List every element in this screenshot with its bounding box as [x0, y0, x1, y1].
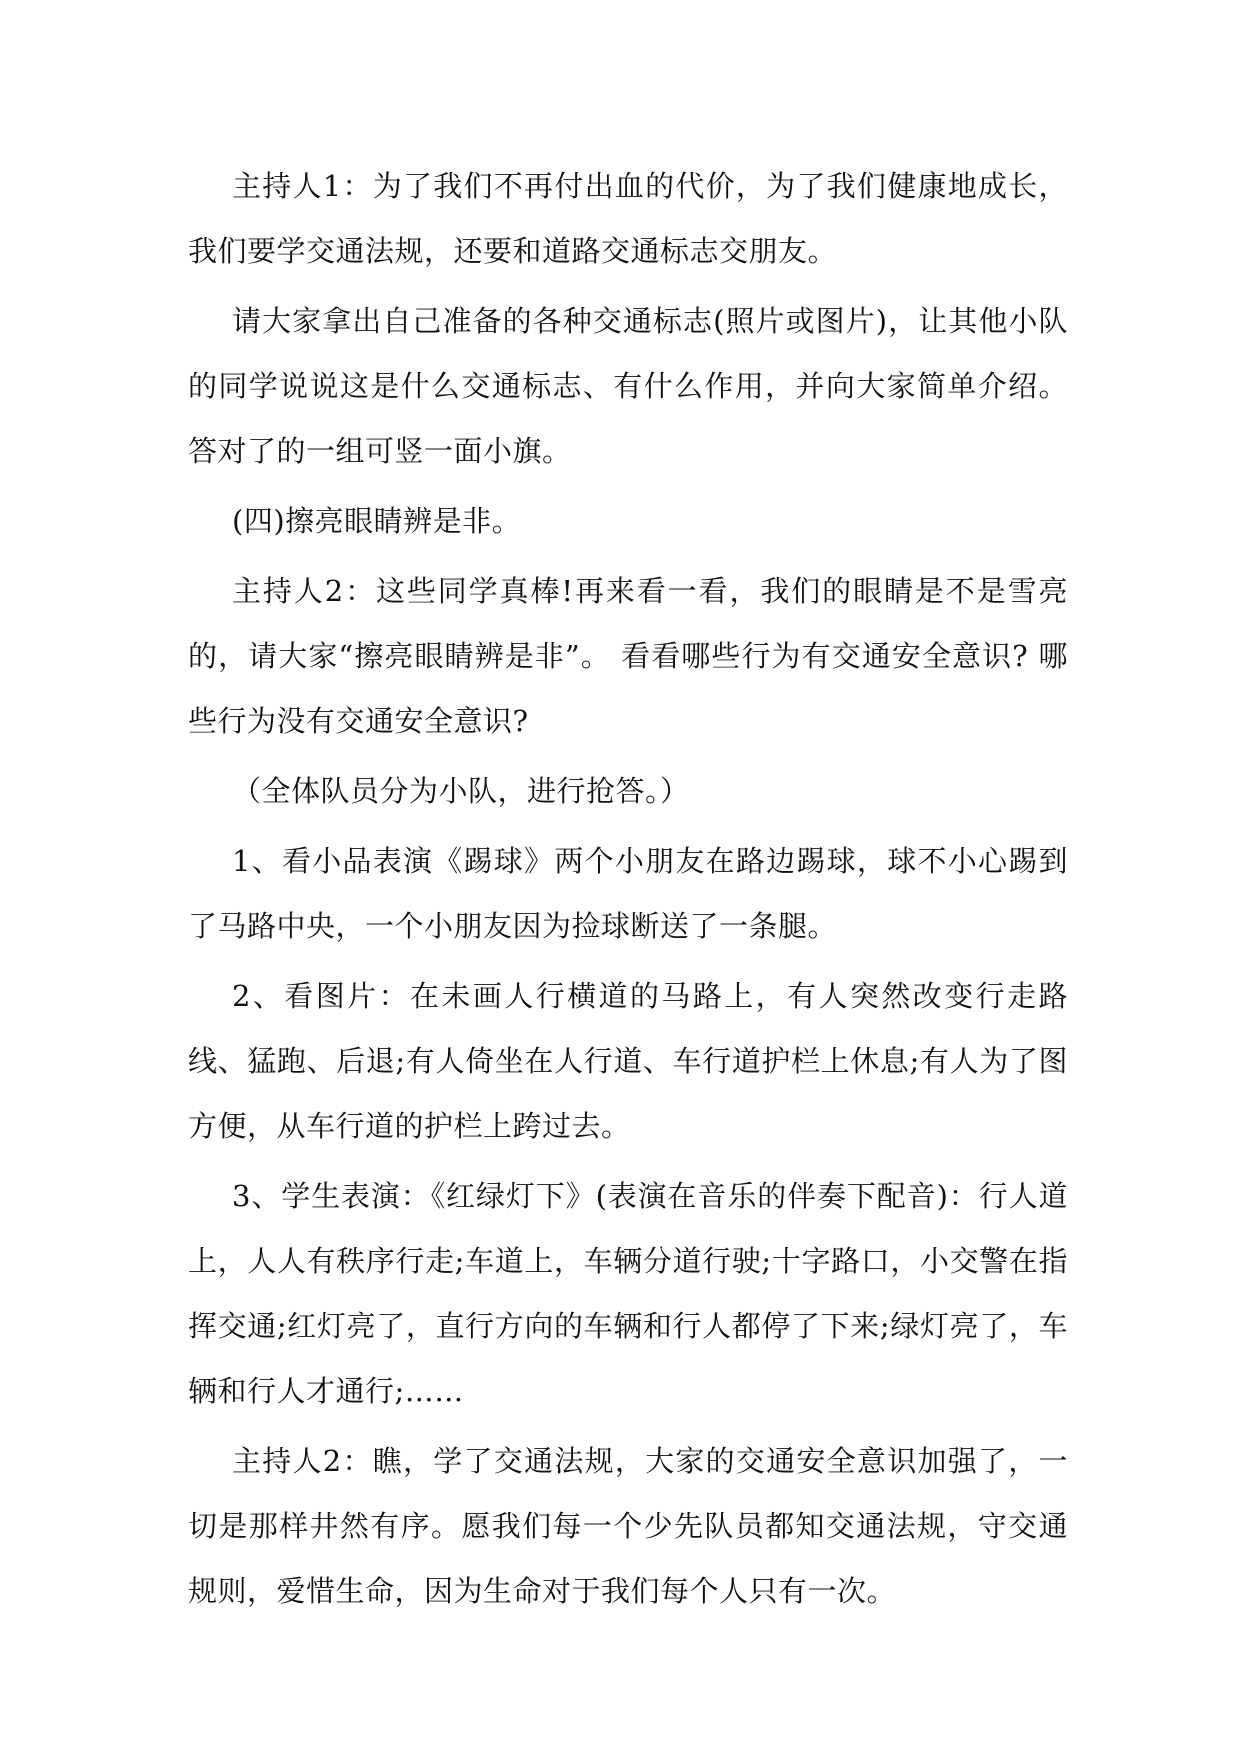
paragraph-team-quiz-note: （全体队员分为小队，进行抢答。）	[232, 774, 690, 808]
list-item-2-pictures: 2、看图片：在未画人行横道的马路上，有人突然改变行走路线、猛跑、后退;有人倚坐在人行道、车行道护栏上休息;有人为了图方便，从车行道的护栏上跨过去。	[188, 979, 1068, 1143]
paragraph-host2-closing: 主持人2：瞧，学了交通法规，大家的交通安全意识加强了，一切是那样井然有序。愿我们每一个少先队员都知交通法规，守交通规则，爱惜生命，因为生命对于我们每个人只有一次。	[188, 1444, 1068, 1608]
paragraph-host1-intro: 主持人1：为了我们不再付出血的代价，为了我们健康地成长，我们要学交通法规，还要和道路交通标志交朋友。	[188, 169, 1068, 268]
list-item-3-performance: 3、学生表演：《红绿灯下》(表演在音乐的伴奏下配音)：行人道上，人人有秩序行走;车道上，车辆分道行驶;十字路口，小交警在指挥交通;红灯亮了，直行方向的车辆和行人都停了下来;绿灯亮了，车辆和行人才通行;……	[188, 1179, 1068, 1408]
document-body	[188, 154, 1068, 1629]
list-item-1-skit: 1、看小品表演《踢球》两个小朋友在路边踢球，球不小心踢到了马路中央，一个小朋友因为捡球断送了一条腿。	[188, 844, 1068, 943]
paragraph-traffic-signs-activity: 请大家拿出自己准备的各种交通标志(照片或图片)，让其他小队的同学说说这是什么交通标志、有什么作用，并向大家简单介绍。答对了的一组可竖一面小旗。	[188, 304, 1068, 468]
paragraph-host2-question: 主持人2：这些同学真棒!再来看一看，我们的眼睛是不是雪亮的，请大家“擦亮眼睛辨是非”。 看看哪些行为有交通安全意识? 哪些行为没有交通安全意识?	[188, 574, 1068, 738]
section-heading-part-four: (四)擦亮眼睛辨是非。	[232, 504, 522, 538]
